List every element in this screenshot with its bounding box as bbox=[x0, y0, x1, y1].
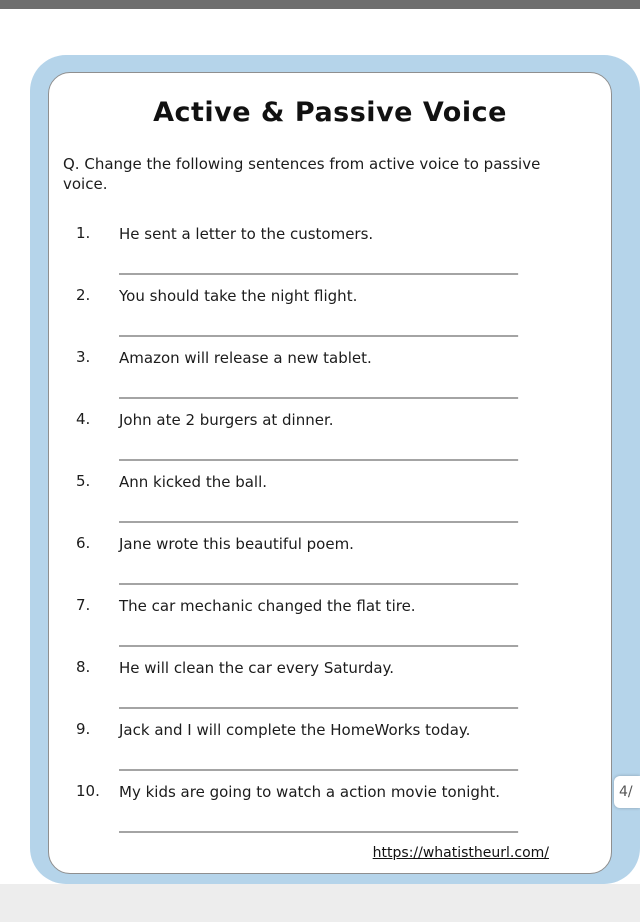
question-block bbox=[76, 224, 597, 276]
question-block bbox=[76, 534, 597, 586]
top-bar bbox=[0, 0, 640, 9]
question-block bbox=[76, 286, 597, 338]
instruction-text: Q. Change the following sentences from active voice to passive voice. bbox=[63, 155, 541, 193]
page-title: Active & Passive Voice bbox=[153, 97, 507, 128]
question-text: John ate 2 burgers at dinner. bbox=[119, 411, 334, 429]
answer-line: _________________________________________________________ bbox=[119, 693, 518, 709]
question-row bbox=[76, 348, 597, 368]
question-block bbox=[76, 658, 597, 710]
question-number: 5. bbox=[76, 472, 91, 490]
question-text: You should take the night flight. bbox=[119, 287, 358, 305]
answer-line: _________________________________________________________ bbox=[119, 755, 518, 771]
question-row bbox=[76, 410, 597, 430]
answer-line: _________________________________________________________ bbox=[119, 321, 518, 337]
question-row bbox=[76, 472, 597, 492]
question-number: 9. bbox=[76, 720, 91, 738]
question-text: Jane wrote this beautiful poem. bbox=[119, 535, 354, 553]
worksheet-card bbox=[48, 72, 612, 874]
question-text: Amazon will release a new tablet. bbox=[119, 349, 372, 367]
question-row bbox=[76, 224, 597, 244]
answer-line: _________________________________________________________ bbox=[119, 817, 518, 833]
question-number: 2. bbox=[76, 286, 91, 304]
question-block bbox=[76, 720, 597, 772]
answer-line: _________________________________________________________ bbox=[119, 383, 518, 399]
question-block bbox=[76, 410, 597, 462]
question-number: 6. bbox=[76, 534, 91, 552]
question-number: 8. bbox=[76, 658, 91, 676]
question-number: 10. bbox=[76, 782, 100, 800]
question-block bbox=[76, 782, 597, 834]
question-row bbox=[76, 720, 597, 740]
question-number: 7. bbox=[76, 596, 91, 614]
bottom-strip bbox=[0, 884, 640, 922]
question-text: My kids are going to watch a action movie tonight. bbox=[119, 783, 501, 801]
question-text: He will clean the car every Saturday. bbox=[119, 659, 395, 677]
question-number: 3. bbox=[76, 348, 91, 366]
question-row bbox=[76, 782, 597, 802]
question-text: The car mechanic changed the flat tire. bbox=[119, 597, 416, 615]
question-block bbox=[76, 348, 597, 400]
answer-line: _________________________________________________________ bbox=[119, 569, 518, 585]
question-row bbox=[76, 534, 597, 554]
question-row bbox=[76, 286, 597, 306]
answer-line: _________________________________________________________ bbox=[119, 259, 518, 275]
question-text: He sent a letter to the customers. bbox=[119, 225, 374, 243]
question-number: 1. bbox=[76, 224, 91, 242]
page-indicator: 4/ bbox=[614, 776, 640, 808]
answer-line: _________________________________________________________ bbox=[119, 631, 518, 647]
question-block bbox=[76, 596, 597, 648]
question-list bbox=[76, 224, 597, 834]
question-text: Jack and I will complete the HomeWorks today. bbox=[119, 721, 471, 739]
question-row bbox=[76, 596, 597, 616]
footer-link[interactable]: https://whatistheurl.com/ bbox=[372, 845, 549, 861]
answer-line: _________________________________________________________ bbox=[119, 445, 518, 461]
answer-line: _________________________________________________________ bbox=[119, 507, 518, 523]
question-text: Ann kicked the ball. bbox=[119, 473, 268, 491]
question-number: 4. bbox=[76, 410, 91, 428]
question-row bbox=[76, 658, 597, 678]
question-block bbox=[76, 472, 597, 524]
